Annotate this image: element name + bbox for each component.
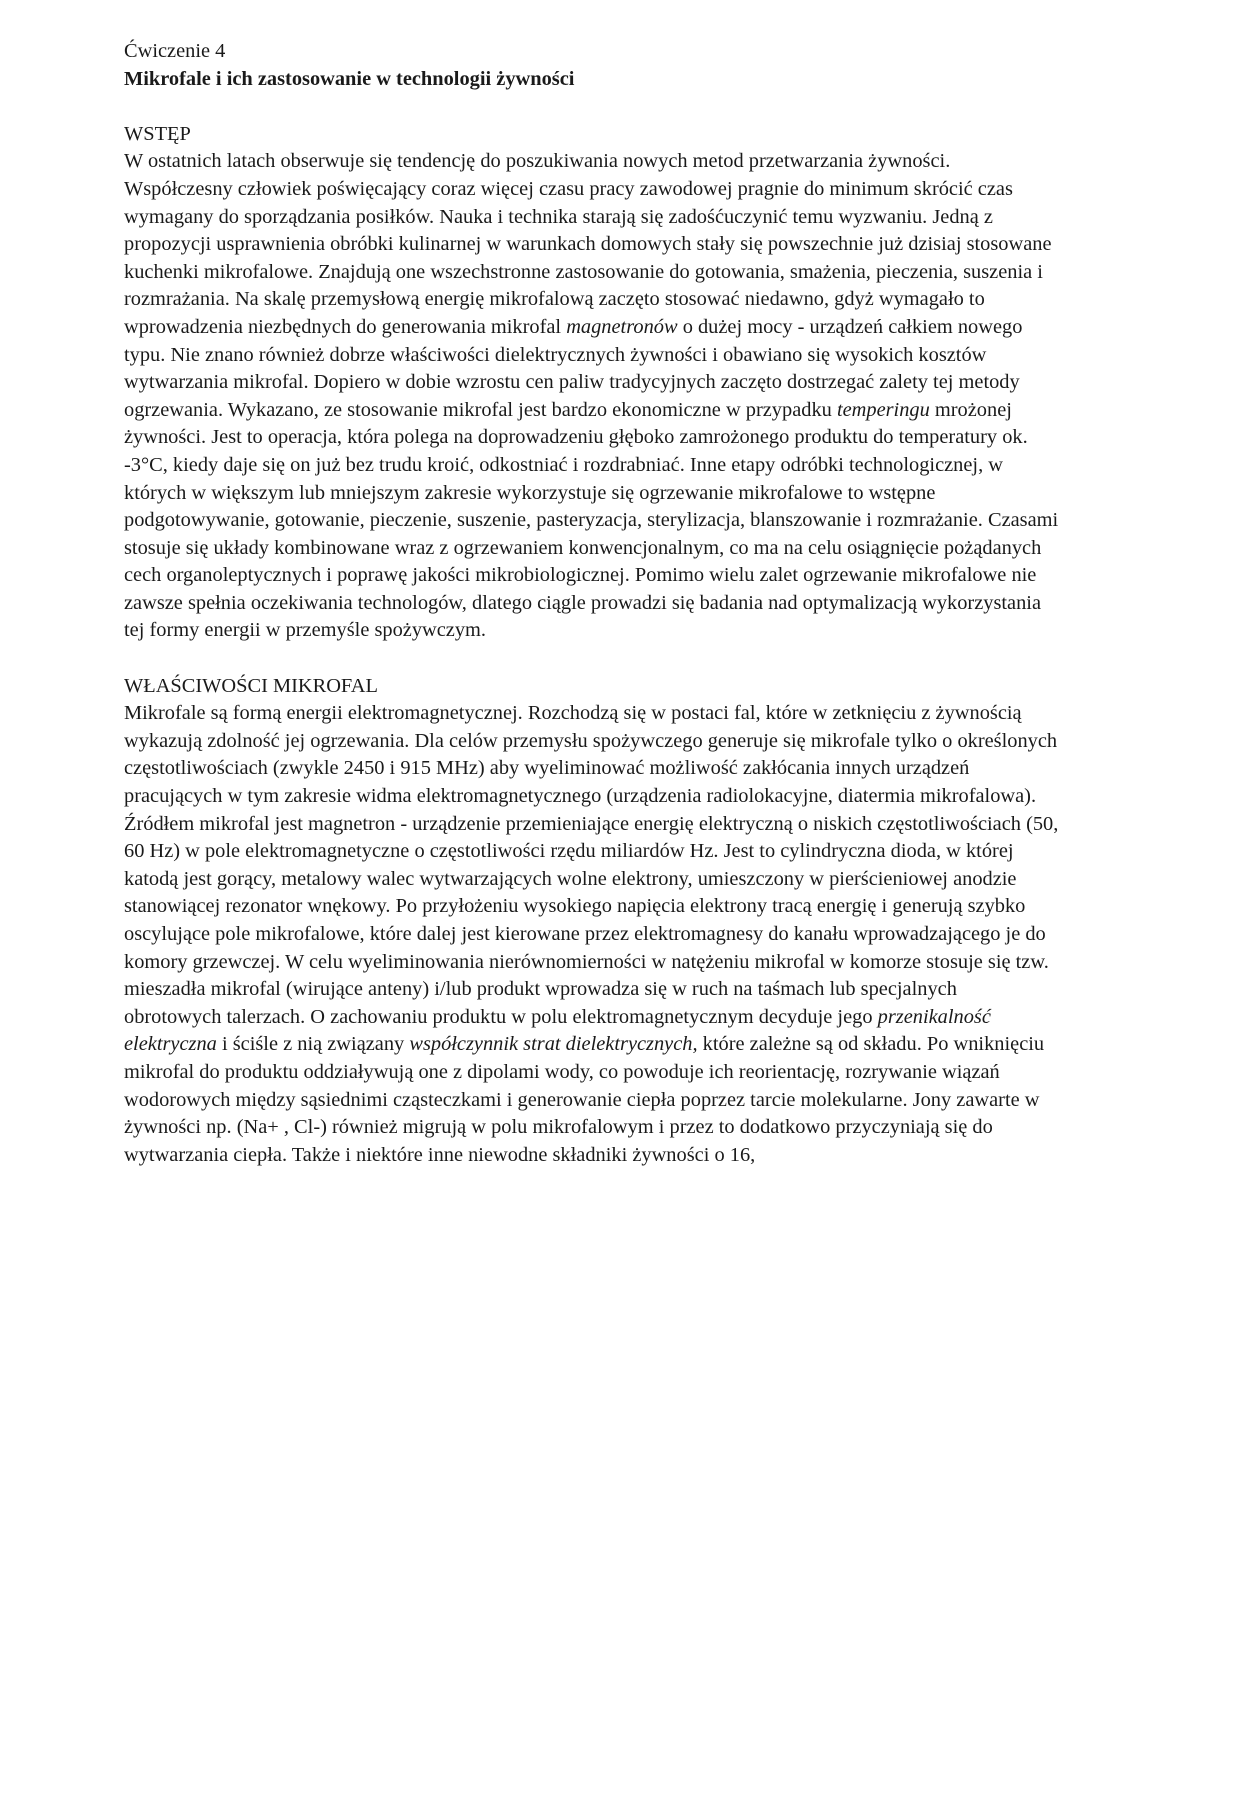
text-run: stanowiącej rezonator wnękowy. Po przyłożeniu wysokiego napięcia elektrony tracą energię i generują szybko (124, 895, 1026, 918)
text-line (124, 1114, 1199, 1142)
section-microwave-properties (124, 673, 1199, 1170)
text-line (124, 424, 1199, 452)
text-run: tej formy energii w przemyśle spożywczym. (124, 619, 487, 642)
text-run: W ostatnich latach obserwuje się tendencję do poszukiwania nowych metod przetwarzania żywności. (124, 150, 951, 173)
text-line (124, 231, 1199, 259)
document-title: Mikrofale i ich zastosowanie w technologii żywności (124, 67, 575, 90)
text-run: propozycji usprawnienia obróbki kulinarnej w warunkach domowych stały się powszechnie już dzisiaj stosowane (124, 233, 1052, 256)
text-run: mrożonej (929, 398, 1012, 421)
text-line (124, 590, 1199, 618)
document-header (124, 38, 1199, 93)
text-line (124, 535, 1199, 563)
text-line (124, 286, 1199, 314)
text-line (124, 259, 1199, 287)
section-heading: WSTĘP (124, 122, 191, 145)
text-line (124, 811, 1199, 839)
text-line (124, 204, 1199, 232)
text-run: komory grzewczej. W celu wyeliminowania nierównomierności w natężeniu mikrofal w komorze stosuje się tzw. (124, 950, 1049, 973)
text-line (124, 1142, 1199, 1170)
section-intro (124, 121, 1199, 645)
text-line (124, 700, 1199, 728)
text-line (124, 866, 1199, 894)
text-run: wytwarzania ciepła. Także i niektóre inne niewodne składniki żywności o 16, (124, 1143, 756, 1166)
text-line (124, 480, 1199, 508)
text-run: stosuje się układy kombinowane wraz z ogrzewaniem konwencjonalnym, co ma na celu osiągnięcie pożądanych (124, 536, 1042, 559)
italic-term: elektryczna (124, 1033, 217, 1056)
text-run: żywności np. (Na+ , Cl-) również migrują w polu mikrofalowym i przez to dodatkowo przyczyniają się do (124, 1116, 993, 1139)
text-line (124, 1031, 1199, 1059)
text-run: oscylujące pole mikrofalowe, które dalej jest kierowane przez elektromagnesy do kanału wprowadzającego je do (124, 923, 1046, 945)
text-run: Mikrofale są formą energii elektromagnetycznej. Rozchodzą się w postaci fal, które w zetknięciu z żywnością (124, 702, 1022, 725)
text-run: 60 Hz) w pole elektromagnetyczne o częstotliwości rzędu miliardów Hz. Jest to cylindryczna dioda, w której (124, 840, 1014, 863)
text-line (124, 755, 1199, 783)
text-run: podgotowywanie, gotowanie, pieczenie, suszenie, pasteryzacja, sterylizacja, blanszowanie i rozmrażanie. Czasami (124, 509, 1059, 532)
text-line (124, 452, 1199, 480)
text-line (124, 838, 1199, 866)
text-line (124, 314, 1199, 342)
text-run: które zależne są od składu. Po wniknięciu (697, 1033, 1045, 1056)
text-run: wymagany do sporządzania posiłków. Nauka i technika starają się zadośćuczynić temu wyzwaniu. Jedną z (124, 205, 993, 228)
text-line (124, 976, 1199, 1004)
text-run: o dużej mocy - urządzeń całkiem nowego (677, 315, 1023, 338)
text-run: wodorowych między sąsiednimi cząsteczkami i generowanie ciepła poprzez tarcie molekularne. Jony zawarte w (124, 1088, 1040, 1111)
text-run: Źródłem mikrofal jest magnetron - urządzenie przemieniające energię elektryczną o niskich częstotliwościach (50, (124, 812, 1059, 835)
text-line (124, 617, 1199, 645)
text-run: kuchenki mikrofalowe. Znajdują one wszechstronne zastosowanie do gotowania, smażenia, pieczenia, suszenia i (124, 260, 1043, 283)
text-line (124, 507, 1199, 535)
text-run: pracujących w tym zakresie widma elektromagnetycznego (urządzenia radiolokacyjne, diatermia mikrofalowa). (124, 785, 1037, 808)
document-page (124, 38, 1199, 1169)
section-body (124, 148, 1199, 645)
text-run: mikrofal do produktu oddziaływują one z dipolami wody, co powoduje ich reorientację, rozrywanie wiązań (124, 1060, 1000, 1083)
text-line (124, 949, 1199, 977)
text-line (124, 921, 1199, 949)
italic-term: współczynnik strat dielektrycznych, (409, 1033, 698, 1056)
text-run: których w większym lub mniejszym zakresie wykorzystuje się ogrzewanie mikrofalowe to wstępne (124, 481, 936, 504)
text-line (124, 783, 1199, 811)
text-run: -3°C, kiedy daje się on już bez trudu kroić, odkostniać i rozdrabniać. Inne etapy odróbki technologicznej, w (124, 453, 1004, 476)
section-heading: WŁAŚCIWOŚCI MIKROFAL (124, 674, 378, 697)
text-run: częstotliwościach (zwykle 2450 i 915 MHz) aby wyeliminować możliwość zakłócania innych urządzeń (124, 757, 970, 780)
text-run: typu. Nie znano również dobrze właściwości dielektrycznych żywności i obawiano się wysokich kosztów (124, 343, 987, 366)
text-run: wytwarzania mikrofal. Dopiero w dobie wzrostu cen paliw tradycyjnych zaczęto dostrzegać zalety tej metody (124, 371, 1020, 394)
text-line (124, 1004, 1199, 1032)
text-line (124, 369, 1199, 397)
text-line (124, 176, 1199, 204)
text-line (124, 562, 1199, 590)
italic-term: temperingu (836, 398, 930, 421)
text-line (124, 148, 1199, 176)
italic-term: magnetronów (566, 315, 678, 338)
italic-term: przenikalność (877, 1005, 991, 1028)
text-run: ogrzewania. Wykazano, ze stosowanie mikrofal jest bardzo ekonomiczne w przypadku (124, 398, 837, 421)
text-line (124, 1087, 1199, 1115)
text-line (124, 1059, 1199, 1087)
text-line (124, 893, 1199, 921)
text-run: mieszadła mikrofal (wirujące anteny) i/lub produkt wprowadza się w ruch na taśmach lub specjalnych (124, 978, 957, 1001)
exercise-label: Ćwiczenie 4 (124, 40, 226, 62)
text-run: wykazują zdolność jej ogrzewania. Dla celów przemysłu spożywczego generuje się mikrofale tylko o określonych (124, 729, 1058, 752)
text-run: katodą jest gorący, metalowy walec wytwarzających wolne elektrony, umieszczony w pierścieniowej anodzie (124, 867, 1017, 890)
text-run: wprowadzenia niezbędnych do generowania mikrofal (124, 315, 567, 338)
text-run: zawsze spełnia oczekiwania technologów, dlatego ciągle prowadzi się badania nad optymalizacją wykorzystania (124, 591, 1042, 614)
text-run: żywności. Jest to operacja, która polega na doprowadzeniu głęboko zamrożonego produktu do temperatury ok. (124, 426, 1028, 449)
text-line (124, 728, 1199, 756)
text-run: Współczesny człowiek poświęcający coraz więcej czasu pracy zawodowej pragnie do minimum skrócić czas (124, 177, 1013, 200)
text-run: rozmrażania. Na skalę przemysłową energię mikrofalową zaczęto stosować niedawno, gdyż wymagało to (124, 288, 985, 311)
text-line (124, 342, 1199, 370)
text-line (124, 397, 1199, 425)
section-body (124, 700, 1199, 1169)
text-run: i ściśle z nią związany (216, 1033, 410, 1056)
text-run: obrotowych talerzach. O zachowaniu produktu w polu elektromagnetycznym decyduje jego (124, 1005, 878, 1028)
text-run: cech organoleptycznych i poprawę jakości mikrobiologicznej. Pomimo wielu zalet ogrzewanie mikrofalowe nie (124, 564, 1037, 587)
